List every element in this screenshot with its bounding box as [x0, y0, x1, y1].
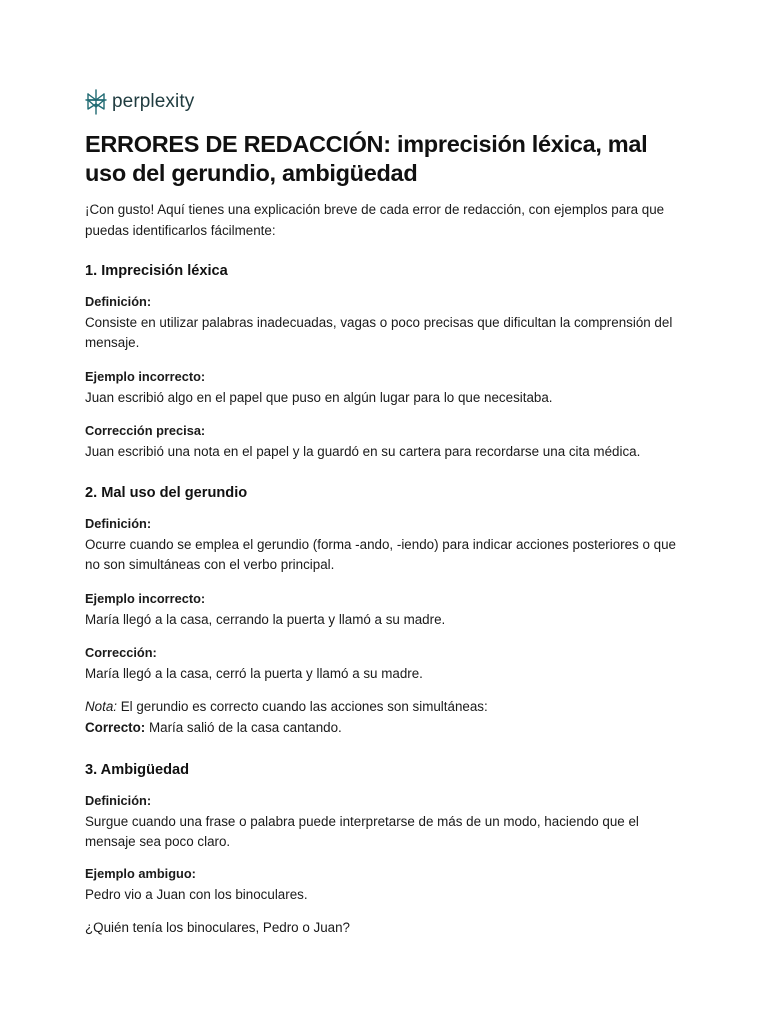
example-text: Juan escribió algo en el papel que puso en algún lugar para lo que necesitaba.	[85, 389, 553, 405]
example-label: Ejemplo ambiguo:	[85, 866, 196, 881]
section-heading-ambiguity: 3. Ambigüedad	[85, 762, 190, 778]
definition-text: Ocurre cuando se emplea el gerundio (forma -ando, -iendo) para indicar acciones posteriores o que no son simultáneas con el verbo principal.	[85, 536, 677, 572]
example-block	[85, 864, 685, 905]
correction-text: Juan escribió una nota en el papel y la guardó en su cartera para recordarse una cita médica.	[85, 443, 641, 459]
note-block	[85, 697, 685, 738]
example-block	[85, 589, 685, 630]
example-block	[85, 367, 685, 408]
correct-label: Correcto:	[85, 719, 146, 735]
section-heading-gerund: 2. Mal uso del gerundio	[85, 485, 248, 501]
definition-label: Definición:	[85, 516, 152, 531]
correction-block	[85, 643, 685, 684]
definition-label: Definición:	[85, 793, 152, 808]
definition-block	[85, 514, 685, 576]
note-label: Nota:	[85, 699, 118, 714]
correct-text: María salió de la casa cantando.	[145, 719, 342, 735]
definition-label: Definición:	[85, 294, 152, 309]
definition-block	[85, 791, 685, 853]
correction-label: Corrección precisa:	[85, 423, 206, 438]
brand-name: perplexity	[112, 91, 195, 112]
page-title: ERRORES DE REDACCIÓN: imprecisión léxica, mal uso del gerundio, ambigüedad	[85, 131, 648, 186]
intro-paragraph: ¡Con gusto! Aquí tienes una explicación breve de cada error de redacción, con ejemplos para que puedas identificarlos fácilmente:	[85, 202, 665, 238]
brand-header	[85, 89, 194, 115]
correction-block	[85, 421, 685, 462]
example-text: María llegó a la casa, cerrando la puerta y llamó a su madre.	[85, 611, 446, 627]
perplexity-logo-icon	[85, 89, 107, 115]
definition-text: Consiste en utilizar palabras inadecuadas, vagas o poco precisas que dificultan la comprensión del mensaje.	[85, 314, 673, 350]
example-label: Ejemplo incorrecto:	[85, 591, 206, 606]
example-label: Ejemplo incorrecto:	[85, 369, 206, 384]
correction-label: Corrección:	[85, 645, 157, 660]
section-heading-imprecision: 1. Imprecisión léxica	[85, 263, 228, 279]
definition-text: Surgue cuando una frase o palabra puede interpretarse de más de un modo, haciendo que el mensaje sea poco claro.	[85, 813, 639, 849]
definition-block	[85, 292, 685, 354]
example-text: Pedro vio a Juan con los binoculares.	[85, 886, 308, 902]
note-text: El gerundio es correcto cuando las acciones son simultáneas:	[117, 699, 488, 714]
correction-text: María llegó a la casa, cerró la puerta y llamó a su madre.	[85, 665, 423, 681]
question-text: ¿Quién tenía los binoculares, Pedro o Juan?	[85, 920, 351, 935]
